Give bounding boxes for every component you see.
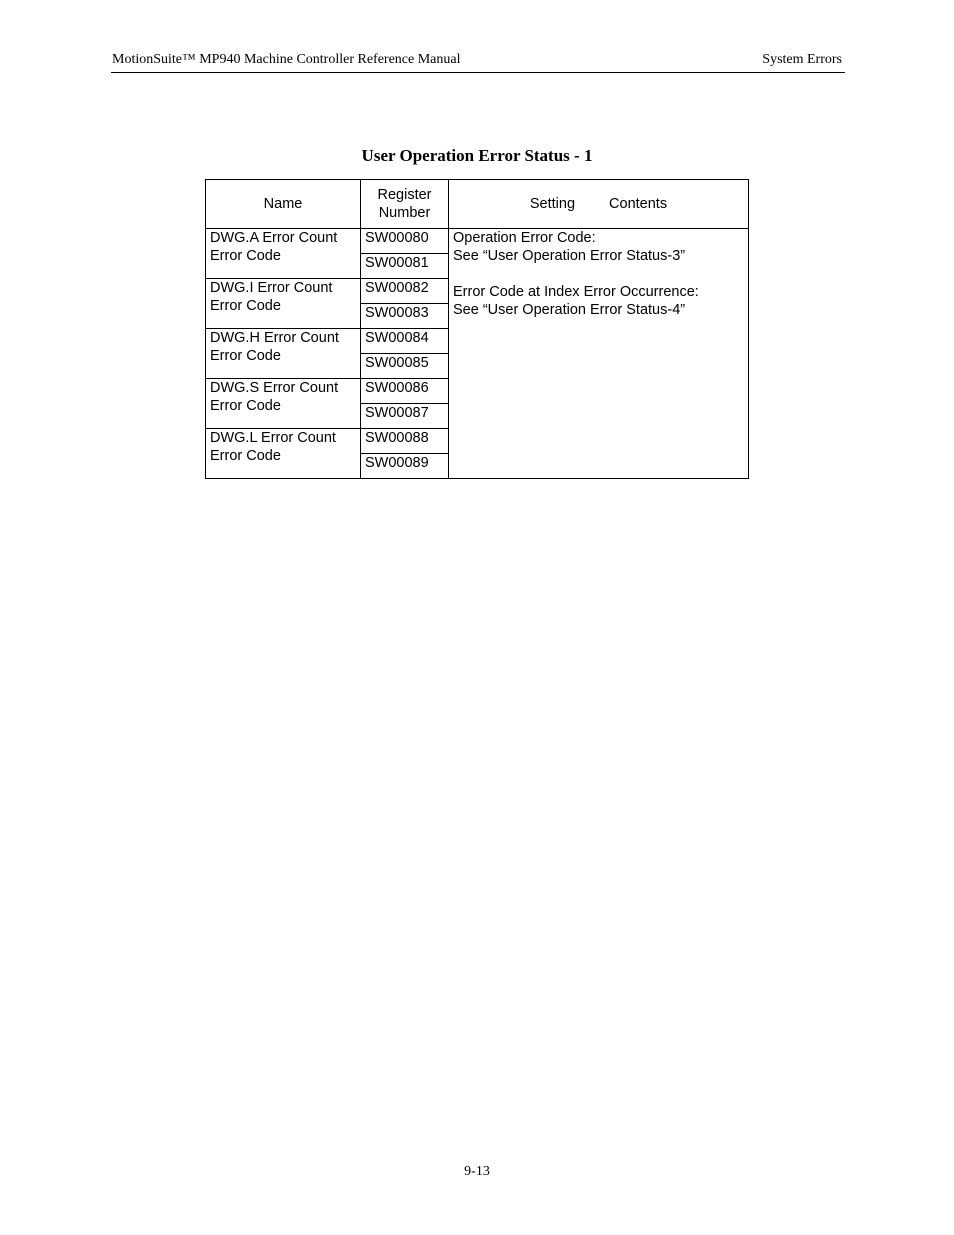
contents-block-index-error — [453, 283, 744, 319]
register-cell: SW00081 — [361, 254, 449, 279]
header-divider — [111, 72, 845, 73]
row-name-line1: DWG.A Error Count — [210, 230, 338, 246]
row-name-line2: Error Code — [210, 398, 281, 414]
contents-line: Operation Error Code: — [453, 230, 596, 246]
table-row — [206, 229, 749, 254]
manual-title: MotionSuite™ MP940 Machine Controller Reference Manual — [112, 52, 461, 67]
row-name-line2: Error Code — [210, 298, 281, 314]
row-name-line2: Error Code — [210, 348, 281, 364]
table-header-row — [206, 180, 749, 229]
row-name-line1: DWG.L Error Count — [210, 430, 336, 446]
header-register-number — [361, 180, 449, 229]
row-name-cell — [206, 229, 361, 279]
row-name-line2: Error Code — [210, 248, 281, 264]
contents-line: Error Code at Index Error Occurrence: — [453, 284, 699, 300]
row-name-cell — [206, 279, 361, 329]
register-cell: SW00087 — [361, 404, 449, 429]
register-cell: SW00083 — [361, 304, 449, 329]
register-cell: SW00082 — [361, 279, 449, 304]
page-number: 9-13 — [464, 1164, 490, 1179]
error-status-table — [205, 179, 749, 479]
register-cell: SW00089 — [361, 454, 449, 479]
row-name-cell — [206, 429, 361, 479]
row-name-cell — [206, 379, 361, 429]
row-name-line1: DWG.I Error Count — [210, 280, 333, 296]
register-cell: SW00088 — [361, 429, 449, 454]
contents-block-operation-error — [453, 229, 744, 265]
section-title: System Errors — [762, 52, 842, 67]
register-cell: SW00080 — [361, 229, 449, 254]
header-name: Name — [206, 180, 361, 229]
header-register-line2: Number — [378, 205, 431, 221]
register-cell: SW00085 — [361, 354, 449, 379]
row-name-line2: Error Code — [210, 448, 281, 464]
table-title: User Operation Error Status - 1 — [361, 146, 593, 165]
contents-line: See “User Operation Error Status-3” — [453, 248, 686, 264]
contents-cell — [449, 229, 749, 479]
row-name-line1: DWG.H Error Count — [210, 330, 339, 346]
register-cell: SW00084 — [361, 329, 449, 354]
header-setting-contents — [449, 180, 749, 229]
header-register-line1: Register — [377, 187, 432, 203]
row-name-cell — [206, 329, 361, 379]
header-setting: Setting — [529, 196, 576, 212]
contents-line: See “User Operation Error Status-4” — [453, 302, 686, 318]
row-name-line1: DWG.S Error Count — [210, 380, 339, 396]
header-contents: Contents — [609, 196, 668, 212]
register-cell: SW00086 — [361, 379, 449, 404]
